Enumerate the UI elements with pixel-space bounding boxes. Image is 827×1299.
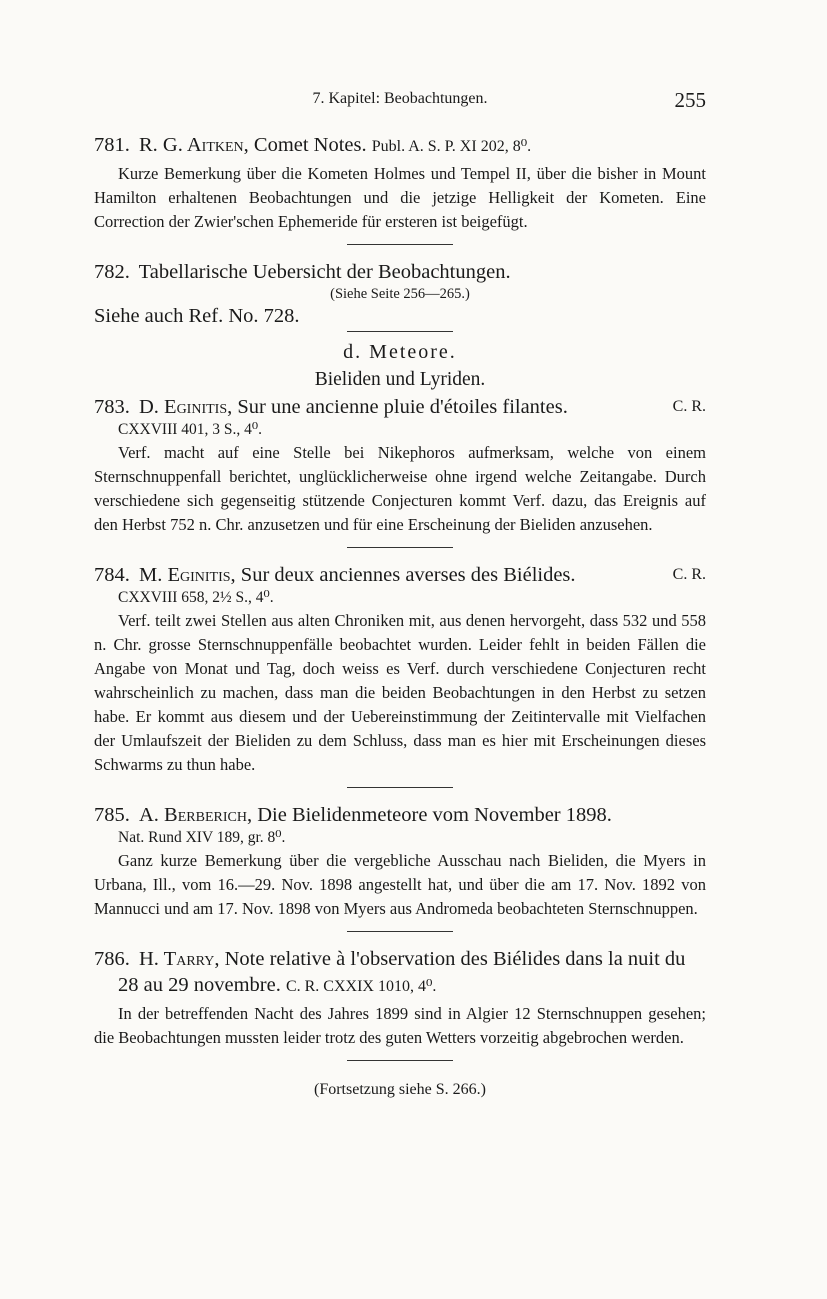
entry-abstract: Verf. macht auf eine Stelle bei Nikephoros aufmerksam, welche von einem Sternschnuppenfall berichtet, unglücklicherweise ohne irgend welche Zeitangabe. Durch verschiedene sich gegenseitig stützende Conjecturen kommt Verf. dazu, das Ereignis auf den Herbst 752 n. Chr. anzusetzen und für eine Erscheinung der Bieliden anzusehen. — [94, 443, 706, 534]
continuation-note: (Fortsetzung siehe S. 266.) — [314, 1081, 486, 1098]
entry-heading — [94, 562, 706, 588]
separator-rule — [347, 1060, 453, 1061]
entry-heading — [94, 394, 706, 420]
separator-rule — [347, 547, 453, 548]
entry-author: D. Eginitis, — [139, 396, 233, 418]
entry-author: M. Eginitis, — [139, 564, 236, 586]
see-pages-note: (Siehe Seite 256—265.) — [330, 286, 470, 302]
running-title: 7. Kapitel: Beobachtungen. — [312, 90, 488, 107]
entry-author: A. Berberich, — [139, 804, 253, 826]
separator-rule — [347, 931, 453, 932]
entry-number: 784. — [94, 564, 130, 586]
entry-abstract: Verf. teilt zwei Stellen aus alten Chroniken mit, aus denen hervorgeht, dass 532 und 558 n. Chr. grosse Sternschnuppenfälle beobachtet wurden. Leider fehlt in beiden Fällen die Angabe von Monat und Tag, doch weiss es Verf. durch verschiedene Conjecturen recht wahrscheinlich zu machen, dass man die beiden Beobachtungen in den Herbst zu setzen habe. Er kommt aus diesem und der Uebereinstimmung der Zeitintervalle mit Vielfachen der Umlaufszeit der Bieliden zu dem Schluss, dass man es hier mit Erscheinungen dieses Schwarms zu thun habe. — [94, 611, 706, 774]
entry-source-journal: C. R. — [672, 398, 706, 415]
separator-rule — [347, 244, 453, 245]
entry-source-journal: C. R. — [672, 566, 706, 583]
entry-number: 781. — [94, 134, 130, 156]
entry-abstract: Kurze Bemerkung über die Kometen Holmes und Tempel II, über die bisher in Mount Hamilton erhaltenen Beobachtungen und die jetzige Helligkeit der Kometen. Eine Correction der Zwier'schen Ephemeride für ersteren ist beigefügt. — [94, 164, 706, 231]
entry-title: Comet Notes. — [253, 134, 367, 156]
page-number: 255 — [674, 88, 706, 112]
entry-heading — [94, 802, 706, 828]
entry-title: Sur deux anciennes averses des Biélides. — [240, 564, 576, 586]
entry-title: Die Bielidenmeteore vom November 1898. — [257, 804, 612, 826]
entry-781 — [94, 132, 706, 245]
entry-782 — [94, 259, 706, 332]
see-also-reference: Siehe auch Ref. No. 728. — [94, 305, 300, 327]
entry-785 — [94, 802, 706, 932]
subsection-heading: Bieliden und Lyriden. — [314, 369, 486, 390]
section-heading: d. Meteore. — [343, 341, 457, 363]
entry-number: 786. — [94, 948, 130, 970]
entry-abstract: Ganz kurze Bemerkung über die vergebliche Ausschau nach Bieliden, die Myers in Urbana, Ill., vom 16.—29. Nov. 1898 angestellt hat, und über die am 17. Nov. 1892 von Mannucci und am 17. Nov. 1898 von Myers aus Andromeda beobachteten Sternschnuppen. — [94, 851, 706, 918]
separator-rule — [347, 331, 453, 332]
entry-784 — [94, 562, 706, 788]
page-content — [94, 132, 706, 1099]
entry-heading — [94, 946, 706, 1000]
entry-author: H. Tarry, — [139, 948, 220, 970]
entry-title: Sur une ancienne pluie d'étoiles filantes. — [237, 396, 568, 418]
running-head — [94, 88, 706, 112]
entry-abstract: In der betreffenden Nacht des Jahres 1899 sind in Algier 12 Sternschnuppen gesehen; die Beobachtungen mussten leider trotz des guten Wetters vorzeitig abgebrochen werden. — [94, 1004, 706, 1047]
entry-source: C. R. CXXIX 1010, 4⁰. — [285, 978, 437, 995]
entry-number: 785. — [94, 804, 130, 826]
entry-number: 783. — [94, 396, 130, 418]
entry-source: CXXVIII 401, 3 S., 4⁰. — [118, 421, 262, 438]
entry-source: Nat. Rund XIV 189, gr. 8⁰. — [118, 829, 286, 846]
entry-author: R. G. Aitken, — [139, 134, 249, 156]
entry-number: 782. — [94, 261, 130, 283]
separator-rule — [347, 787, 453, 788]
entry-source: CXXVIII 658, 2½ S., 4⁰. — [118, 589, 274, 606]
entry-title: Tabellarische Uebersicht der Beobachtungen. — [138, 261, 511, 283]
entry-title: Note relative à l'observation des Biélides dans la nuit du 28 au 29 novembre. — [118, 948, 686, 996]
entry-source: Publ. A. S. P. XI 202, 8⁰. — [371, 138, 532, 155]
entry-heading — [94, 132, 706, 160]
entry-786 — [94, 946, 706, 1061]
entry-783 — [94, 394, 706, 548]
entry-heading — [94, 259, 706, 285]
